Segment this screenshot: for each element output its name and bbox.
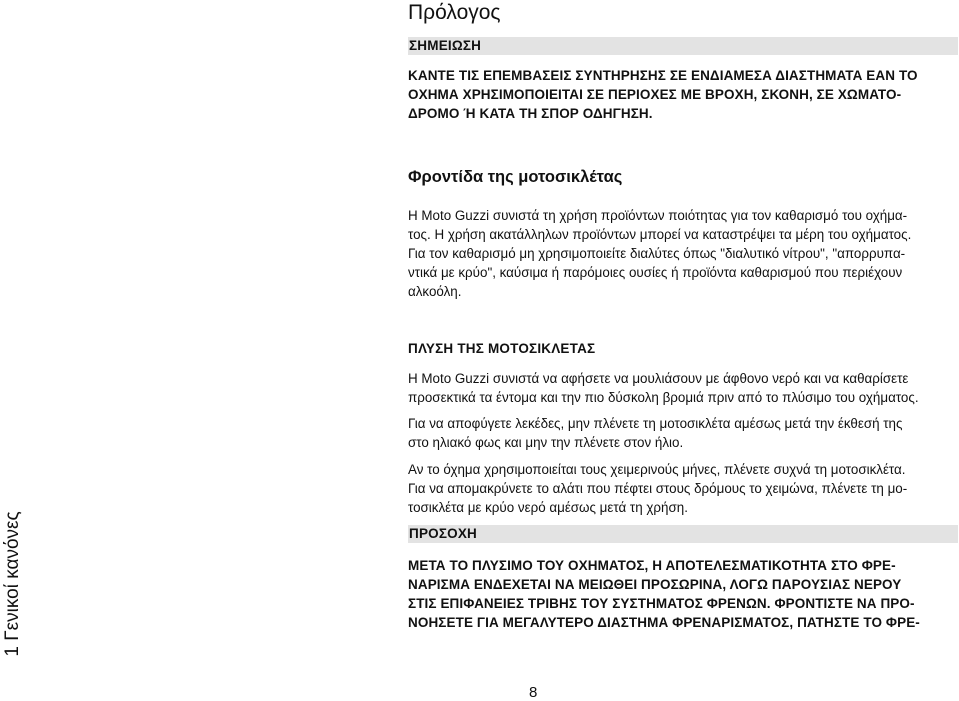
note-text	[408, 66, 958, 123]
caution-line: ΝΑΡΙΣΜΑ ΕΝΔΕΧΕΤΑΙ ΝΑ ΜΕΙΩΘΕΙ ΠΡΟΣΩΡΙΝΑ, ΛΟΓΩ ΠΑΡΟΥΣΙΑΣ ΝΕΡΟΥ	[408, 577, 902, 592]
washing-line: Αν το όχημα χρησιμοποιείται τους χειμερινούς μήνες, πλένετε συχνά τη μοτοσικλέτα.	[408, 462, 906, 477]
care-paragraph	[408, 206, 958, 301]
care-heading: Φροντίδα της μοτοσικλέτας	[408, 168, 623, 186]
washing-line: Η Moto Guzzi συνιστά να αφήσετε να μουλιάσουν με άφθονο νερό και να καθαρίσετε	[408, 371, 909, 386]
care-line: Για τον καθαρισμό μη χρησιμοποιείτε διαλύτες όπως "διαλυτικό νίτρου", "απορρυπα-	[408, 246, 906, 261]
note-line: ΚΑΝΤΕ ΤΙΣ ΕΠΕΜΒΑΣΕΙΣ ΣΥΝΤΗΡΗΣΗΣ ΣΕ ΕΝΔΙΑΜΕΣΑ ΔΙΑΣΤΗΜΑΤΑ ΕΑΝ ΤΟ	[408, 68, 918, 83]
caution-line: ΣΤΙΣ ΕΠΙΦΑΝΕΙΕΣ ΤΡΙΒΗΣ ΤΟΥ ΣΥΣΤΗΜΑΤΟΣ ΦΡΕΝΩΝ. ΦΡΟΝΤΙΣΤΕ ΝΑ ΠΡΟ-	[408, 596, 915, 611]
washing-line: Για να απομακρύνετε το αλάτι που πέφτει στους δρόμους το χειμώνα, πλένετε τη μο-	[408, 481, 908, 496]
page-title: Πρόλογος	[408, 1, 501, 24]
washing-paragraph-2	[408, 414, 958, 452]
care-line: Η Moto Guzzi συνιστά τη χρήση προϊόντων ποιότητας για τον καθαρισμό του οχήμα-	[408, 208, 908, 223]
caution-text	[408, 556, 958, 632]
washing-heading: ΠΛΥΣΗ ΤΗΣ ΜΟΤΟΣΙΚΛΕΤΑΣ	[408, 341, 596, 356]
washing-paragraph-1	[408, 369, 958, 407]
caution-label: ΠΡΟΣΟΧΗ	[409, 526, 478, 541]
care-line: ντικά με κρύο", καύσιμα ή παρόμοιες ουσίες ή προϊόντα καθαρισμού που περιέχουν	[408, 265, 903, 280]
washing-line: προσεκτικά τα έντομα και την πιο δύσκολη βρομιά πριν από το πλύσιμο του οχήματος.	[408, 390, 919, 405]
chapter-side-tab	[0, 500, 30, 690]
caution-label-bar	[408, 525, 958, 543]
washing-line: τοσικλέτα με κρύο νερό αμέσως μετά τη χρήση.	[408, 500, 688, 515]
note-label-bar	[408, 37, 958, 55]
chapter-label: 1 Γενικοί κανόνες	[2, 511, 23, 657]
caution-line: ΜΕΤΑ ΤΟ ΠΛΥΣΙΜΟ ΤΟΥ ΟΧΗΜΑΤΟΣ, Η ΑΠΟΤΕΛΕΣΜΑΤΙΚΟΤΗΤΑ ΣΤΟ ΦΡΕ-	[408, 558, 896, 573]
note-line: ΟΧΗΜΑ ΧΡΗΣΙΜΟΠΟΙΕΙΤΑΙ ΣΕ ΠΕΡΙΟΧΕΣ ΜΕ ΒΡΟΧΗ, ΣΚΟΝΗ, ΣΕ ΧΩΜΑΤΟ-	[408, 87, 902, 102]
washing-line: στο ηλιακό φως και μην την πλένετε στον ήλιο.	[408, 435, 684, 450]
care-line: τος. Η χρήση ακατάλληλων προϊόντων μπορεί να καταστρέψει τα μέρη του οχήματος.	[408, 227, 912, 242]
caution-line: ΝΟΗΣΕΤΕ ΓΙΑ ΜΕΓΑΛΥΤΕΡΟ ΔΙΑΣΤΗΜΑ ΦΡΕΝΑΡΙΣΜΑΤΟΣ, ΠΑΤΗΣΤΕ ΤΟ ΦΡΕ-	[408, 615, 920, 630]
care-line: αλκοόλη.	[408, 284, 462, 299]
page-number: 8	[529, 684, 538, 701]
note-line: ΔΡΟΜΟ Ή ΚΑΤΑ ΤΗ ΣΠΟΡ ΟΔΗΓΗΣΗ.	[408, 106, 653, 121]
washing-line: Για να αποφύγετε λεκέδες, μην πλένετε τη μοτοσικλέτα αμέσως μετά την έκθεσή της	[408, 416, 903, 431]
washing-paragraph-3	[408, 460, 958, 517]
note-label: ΣΗΜΕΙΩΣΗ	[409, 38, 482, 53]
